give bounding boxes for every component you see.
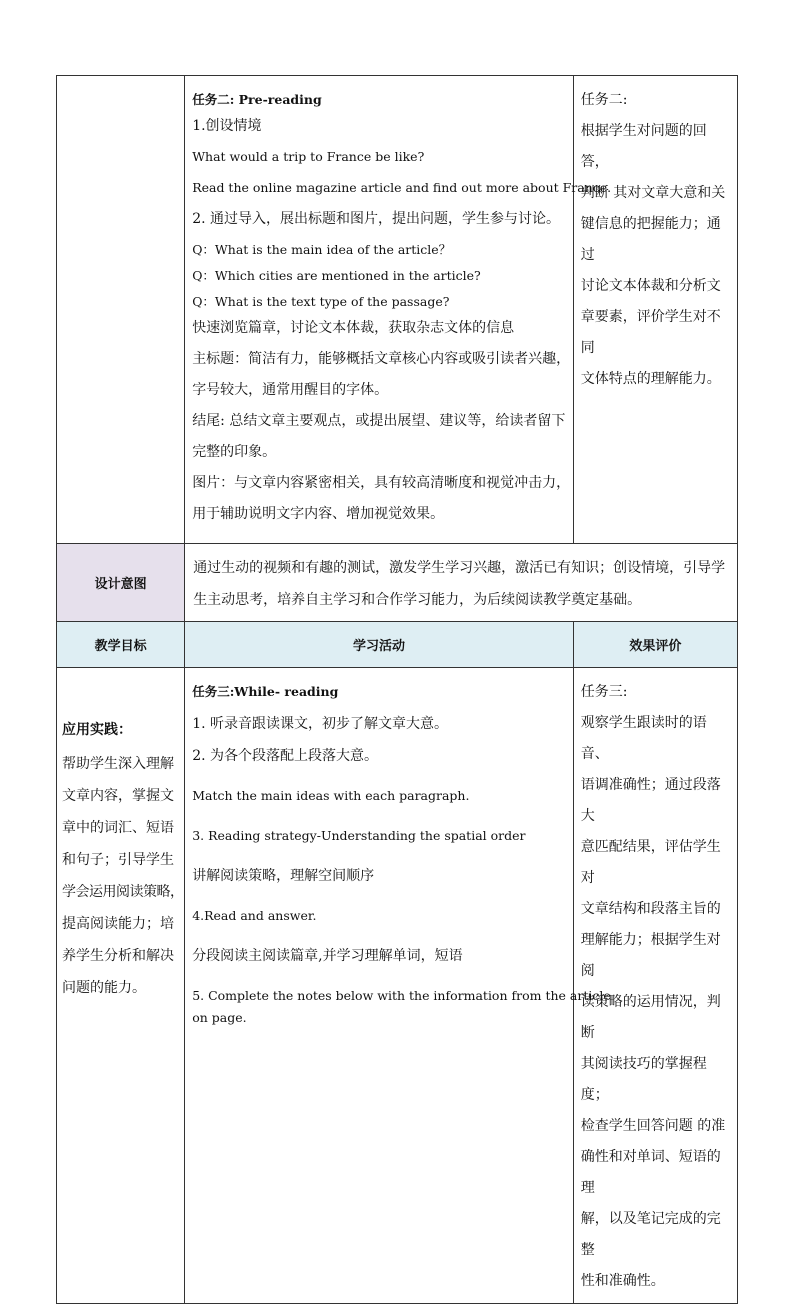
- header-activity: 学习活动: [185, 622, 574, 668]
- goal-line: 帮助学生深入理解: [62, 756, 174, 772]
- task-two-line: Q：What is the main idea of the article？: [192, 242, 452, 257]
- design-intent-line: 通过生动的视频和有趣的测试，激发学生学习兴趣，激活已有知识；创设情境，引导学: [193, 559, 726, 576]
- task-three-eval-line: 检查学生回答问题 的准: [580, 1118, 726, 1134]
- task-three-row: [57, 668, 738, 1304]
- goal-line: 和句子；引导学生: [62, 852, 174, 868]
- task-two-eval-line: 键信息的把握能力；通过: [580, 216, 721, 263]
- task-two-eval-cell: [573, 76, 737, 544]
- goal-cell: [57, 668, 185, 1304]
- header-evaluation: 效果评价: [573, 622, 737, 668]
- task-three-eval-line: 文章结构和段落主旨的: [580, 901, 721, 917]
- task-two-line: 快速浏览篇章，讨论文本体裁，获取杂志文体的信息: [192, 320, 515, 336]
- task-three-eval-line: 读策略的运用情况，判断: [580, 994, 721, 1041]
- task-three-eval-title: 任务三:: [580, 684, 628, 700]
- task-three-eval-line: 性和准确性。: [580, 1273, 665, 1289]
- lesson-plan-table: [56, 75, 738, 1304]
- goal-line: 提高阅读能力；培: [62, 916, 174, 932]
- task-two-line: 主标题：简洁有力，能够概括文章核心内容或吸引读者兴趣，: [192, 351, 571, 367]
- goal-title: 应用实践：: [62, 722, 132, 738]
- task-two-line: Read the online magazine article and find out more about France.: [192, 180, 612, 195]
- design-intent-row: [57, 544, 738, 622]
- task-three-heading: 任务三:While- reading: [192, 684, 339, 699]
- task-three-eval-cell: [573, 668, 737, 1304]
- task-two-eval-line: 章要素，评价学生对不同: [580, 309, 721, 356]
- task-three-eval-line: 其阅读技巧的掌握程度；: [580, 1056, 707, 1103]
- task-three-line: 1. 听录音跟读课文，初步了解文章大意。: [192, 716, 448, 732]
- task-two-eval-line: 判断 其对文章大意和关: [580, 185, 726, 201]
- task-two-line: Q：Which cities are mentioned in the article?: [192, 268, 481, 283]
- task-two-eval-line: 根据学生对问题的回答，: [580, 123, 707, 170]
- task-two-eval-title: 任务二:: [580, 92, 628, 108]
- task-three-line: 3. Reading strategy-Understanding the spatial order: [192, 828, 526, 843]
- task-three-line: Match the main ideas with each paragraph.: [192, 788, 470, 803]
- task-three-eval-line: 意匹配结果，评估学生对: [580, 839, 721, 886]
- task-three-eval-line: 确性和对单词、短语的理: [580, 1149, 721, 1196]
- task-two-activity-cell: [185, 76, 612, 544]
- task-three-line: 4.Read and answer.: [192, 908, 317, 923]
- task-two-eval-line: 讨论文本体裁和分析文: [580, 278, 721, 294]
- task-two-eval-line: 文体特点的理解能力。: [580, 371, 721, 387]
- task-three-line: 2. 为各个段落配上段落大意。: [192, 748, 378, 764]
- task-three-eval-line: 理解能力；根据学生对阅: [580, 932, 721, 979]
- task-three-eval-line: 语调准确性；通过段落大: [580, 777, 721, 824]
- task-two-goal-cell: [57, 76, 185, 544]
- design-intent-label: 设计意图: [57, 544, 185, 622]
- task-three-line: 5. Complete the notes below with the information from the article: [192, 988, 611, 1003]
- task-three-eval-line: 解，以及笔记完成的完整: [580, 1211, 721, 1258]
- goal-line: 养学生分析和解决: [62, 948, 174, 964]
- goal-line: 问题的能力。: [62, 980, 146, 996]
- goal-line: 文章内容，掌握文: [62, 788, 174, 804]
- task-two-line: 用于辅助说明文字内容、增加视觉效果。: [192, 506, 445, 522]
- task-three-line: 讲解阅读策略，理解空间顺序: [192, 868, 375, 884]
- goal-line: 章中的词汇、短语: [62, 820, 174, 836]
- task-three-activity-cell: [185, 668, 611, 1304]
- goal-line: 学会运用阅读策略，: [62, 884, 184, 900]
- task-two-line: 完整的印象。: [192, 444, 277, 460]
- header-row: [57, 622, 738, 668]
- task-two-line: Q：What is the text type of the passage?: [192, 294, 450, 309]
- task-two-line: 1.创设情境: [192, 118, 262, 134]
- task-three-line: 分段阅读主阅读篇章,并学习理解单词，短语: [192, 948, 463, 964]
- design-intent-cell: [185, 544, 738, 622]
- design-intent-line: 生主动思考，培养自主学习和合作学习能力，为后续阅读教学奠定基础。: [193, 591, 642, 608]
- task-two-line: What would a trip to France be like?: [192, 149, 425, 164]
- header-goal: 教学目标: [57, 622, 185, 668]
- task-two-line: 2. 通过导入，展出标题和图片，提出问题，学生参与讨论。: [192, 211, 560, 227]
- task-two-line: 图片：与文章内容紧密相关，具有较高清晰度和视觉冲击力，: [192, 475, 571, 491]
- task-two-heading: 任务二: Pre-reading: [192, 92, 322, 107]
- task-two-line: 字号较大，通常用醒目的字体。: [192, 382, 389, 398]
- task-three-line: on page.: [192, 1010, 247, 1025]
- task-three-eval-line: 观察学生跟读时的语音、: [580, 715, 707, 762]
- task-two-line: 结尾: 总结文章主要观点，或提出展望、建议等，给读者留下: [192, 413, 566, 429]
- task-two-row: [57, 76, 738, 544]
